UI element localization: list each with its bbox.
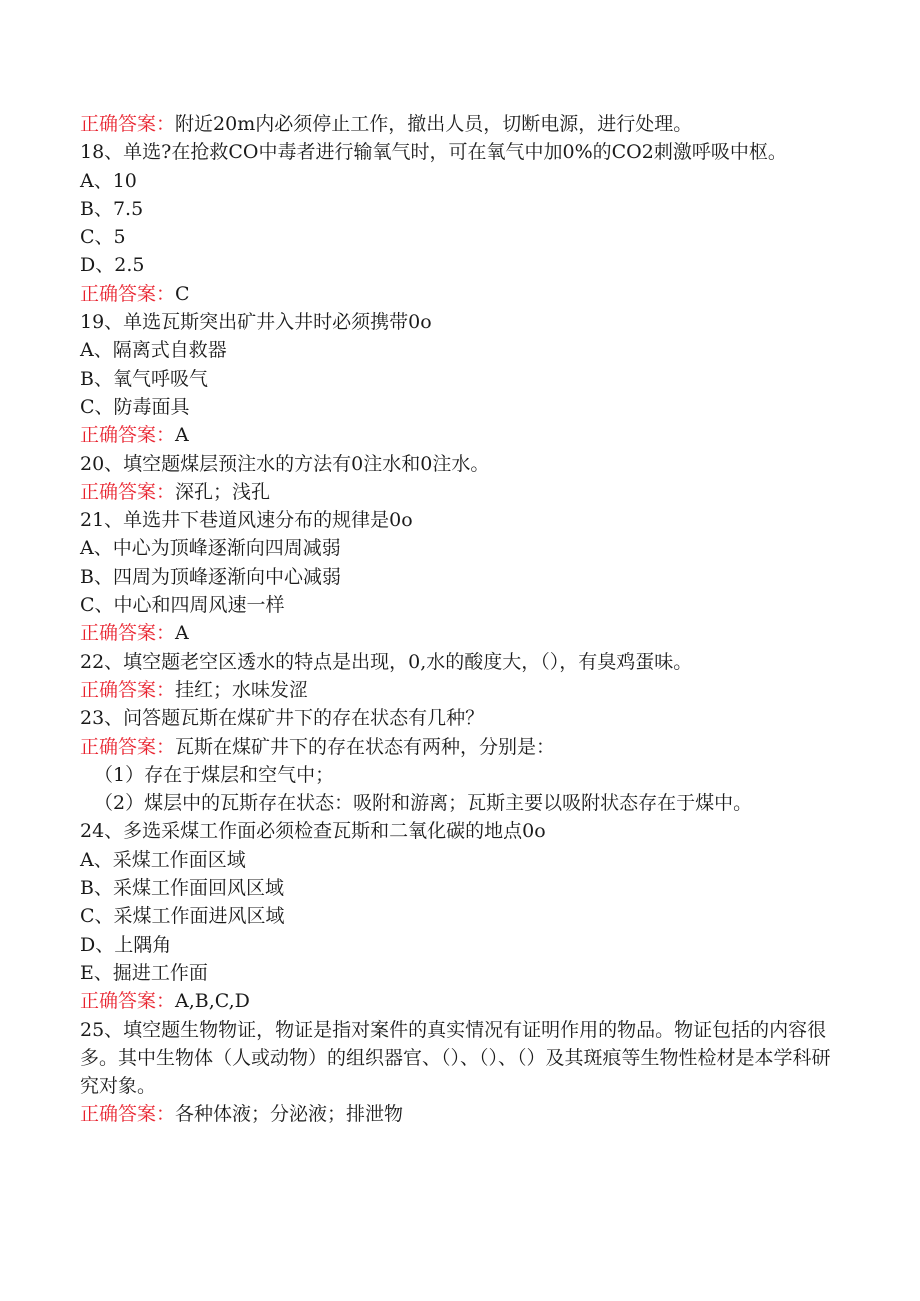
answer-line-22 — [80, 676, 840, 704]
option-18-a: A、10 — [80, 169, 137, 192]
answer-text: 附近20m内必须停止工作，撤出人员，切断电源，进行处理。 — [175, 113, 693, 135]
answer-label: 正确答案： — [80, 424, 176, 447]
question-18: 18、单选?在抢救CO中毒者进行输氧气时，可在氧气中加0%的CO2刺激呼吸中枢。 — [80, 141, 787, 164]
answer-line-23 — [80, 733, 840, 761]
option-24-e: E、掘进工作面 — [80, 961, 208, 984]
question-21: 21、单选井下巷道风速分布的规律是0o — [80, 509, 413, 532]
question-23: 23、问答题瓦斯在煤矿井下的存在状态有几种？ — [80, 707, 485, 730]
answer-point-23-1: （1）存在于煤层和空气中； — [94, 763, 335, 786]
answer-text: 瓦斯在煤矿井下的存在状态有两种，分别是： — [175, 735, 556, 758]
option-24-b: B、采煤工作面回风区域 — [80, 877, 284, 900]
answer-label: 正确答案： — [80, 480, 176, 503]
answer-line-19 — [80, 421, 840, 449]
answer-label: 正确答案： — [80, 1103, 176, 1126]
answer-text: A — [175, 622, 189, 645]
option-21-c: C、中心和四周风速一样 — [80, 594, 285, 617]
option-18-c: C、5 — [80, 226, 126, 249]
answer-line-25 — [80, 1100, 840, 1128]
question-25: 25、填空题生物物证，物证是指对案件的真实情况有证明作用的物品。物证包括的内容很多。其中生物体（人或动物）的组织器官、（）、（）、（）及其斑痕等生物性检材是本学科研究对象。 — [80, 1018, 831, 1098]
option-24-a: A、采煤工作面区域 — [80, 848, 246, 871]
answer-line-21 — [80, 619, 840, 647]
document-page — [80, 110, 840, 1129]
question-22: 22、填空题老空区透水的特点是出现，0,水的酸度大，（），有臭鸡蛋味。 — [80, 650, 693, 673]
option-24-c: C、采煤工作面进风区域 — [80, 905, 285, 928]
answer-label: 正确答案： — [80, 735, 176, 758]
question-19: 19、单选瓦斯突出矿井入井时必须携带0o — [80, 311, 432, 334]
answer-text: 深孔；浅孔 — [175, 480, 271, 503]
answer-line-18 — [80, 280, 840, 308]
answer-text: 各种体液；分泌液；排泄物 — [175, 1103, 404, 1126]
answer-text: A — [175, 424, 189, 447]
answer-line-24 — [80, 987, 840, 1015]
answer-text: A,B,C,D — [175, 990, 250, 1013]
question-20: 20、填空题煤层预注水的方法有0注水和0注水。 — [80, 452, 490, 475]
answer-line-20 — [80, 478, 840, 506]
option-19-a: A、隔离式自救器 — [80, 339, 227, 362]
answer-label: 正确答案： — [80, 622, 176, 645]
option-24-d: D、上隅角 — [80, 933, 172, 956]
answer-line-17 — [80, 110, 840, 138]
option-21-a: A、中心为顶峰逐渐向四周减弱 — [80, 537, 341, 560]
answer-text: 挂红；水味发涩 — [175, 678, 309, 701]
question-24: 24、多选采煤工作面必须检查瓦斯和二氧化碳的地点0o — [80, 820, 546, 843]
answer-label: 正确答案： — [80, 990, 176, 1013]
option-19-b: B、氧气呼吸气 — [80, 367, 208, 390]
answer-label: 正确答案： — [80, 678, 176, 701]
option-21-b: B、四周为顶峰逐渐向中心减弱 — [80, 565, 341, 588]
option-19-c: C、防毒面具 — [80, 395, 190, 418]
answer-point-23-2: （2）煤层中的瓦斯存在状态：吸附和游离；瓦斯主要以吸附状态存在于煤中。 — [94, 792, 753, 815]
option-18-b: B、7.5 — [80, 197, 144, 220]
option-18-d: D、2.5 — [80, 254, 145, 277]
answer-label: 正确答案： — [80, 282, 176, 305]
answer-label: 正确答案： — [80, 113, 176, 135]
answer-text: C — [175, 282, 190, 305]
